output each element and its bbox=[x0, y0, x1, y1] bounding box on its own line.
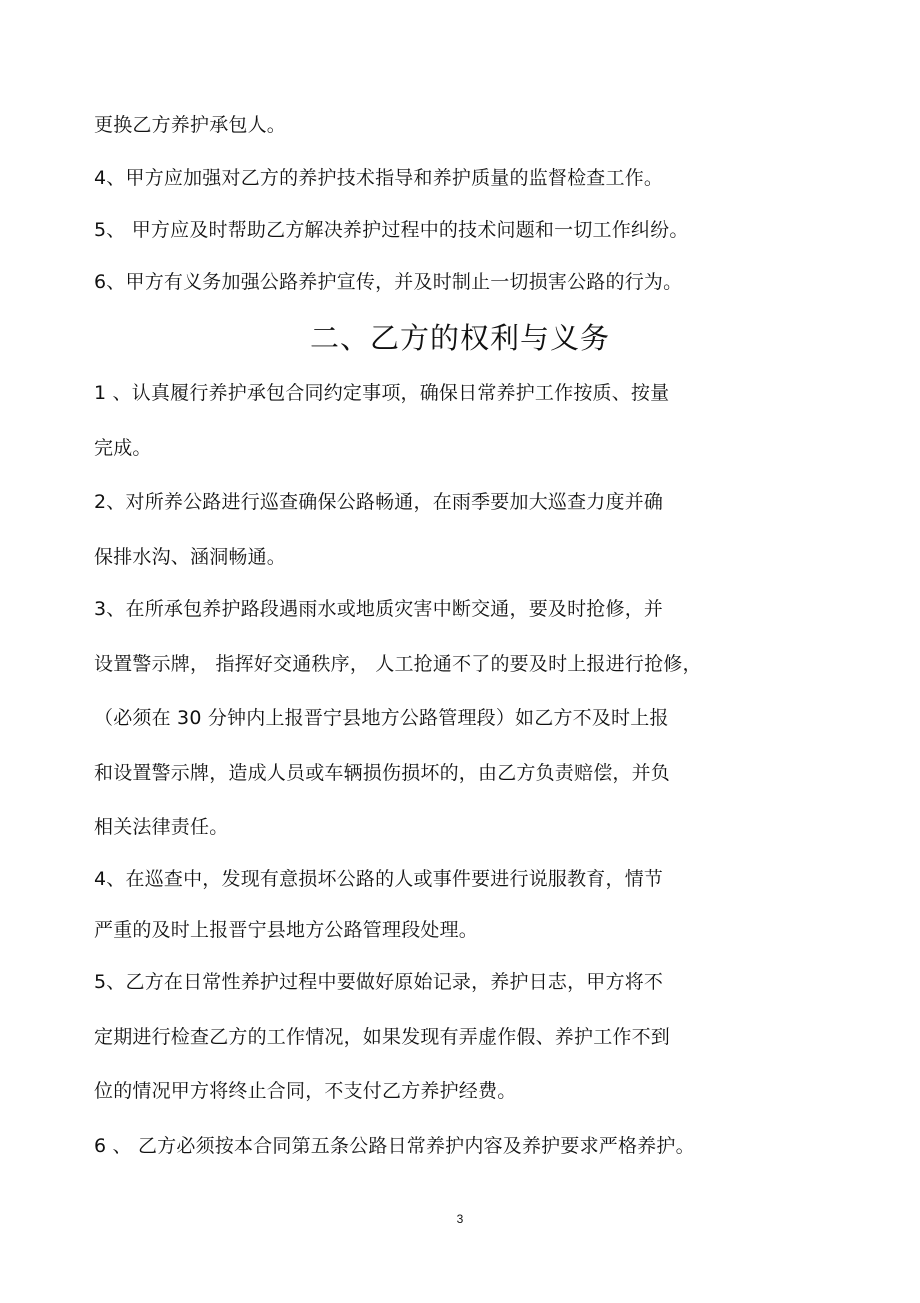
text-line-party-a-item-5: 5、 甲方应及时帮助乙方解决养护过程中的技术问题和一切工作纠纷。 bbox=[94, 219, 689, 241]
text-line-party-b-item-3-cont-2: （必须在 30 分钟内上报晋宁县地方公路管理段）如乙方不及时上报 bbox=[94, 707, 669, 729]
text-line-party-b-item-2-cont: 保排水沟、涵洞畅通。 bbox=[94, 546, 287, 568]
text-line-party-b-item-4: 4、在巡查中，发现有意损坏公路的人或事件要进行说服教育，情节 bbox=[94, 868, 664, 890]
text-line-party-b-item-4-cont: 严重的及时上报晋宁县地方公路管理段处理。 bbox=[94, 919, 479, 941]
text-line-party-b-item-3-cont-1: 设置警示牌， 指挥好交通秩序， 人工抢通不了的要及时上报进行抢修， bbox=[94, 653, 702, 675]
text-line-party-b-item-3-cont-3: 和设置警示牌，造成人员或车辆损伤损坏的，由乙方负责赔偿，并负 bbox=[94, 762, 671, 784]
text-line-party-b-item-2: 2、对所养公路进行巡查确保公路畅通，在雨季要加大巡查力度并确 bbox=[94, 491, 664, 513]
text-line-party-b-item-5-cont-1: 定期进行检查乙方的工作情况，如果发现有弄虚作假、养护工作不到 bbox=[94, 1026, 671, 1048]
text-line-party-b-item-6: 6 、 乙方必须按本合同第五条公路日常养护内容及养护要求严格养护。 bbox=[94, 1135, 695, 1157]
section-heading: 二、乙方的权利与义务 bbox=[309, 321, 610, 355]
page-number: 3 bbox=[456, 1212, 464, 1226]
text-line-party-b-item-5: 5、乙方在日常性养护过程中要做好原始记录，养护日志，甲方将不 bbox=[94, 971, 664, 993]
text-line-party-a-item-6: 6、甲方有义务加强公路养护宣传，并及时制止一切损害公路的行为。 bbox=[94, 271, 683, 293]
text-line-party-b-item-5-cont-2: 位的情况甲方将终止合同，不支付乙方养护经费。 bbox=[94, 1080, 517, 1102]
text-line-party-b-item-1: 1 、认真履行养护承包合同约定事项，确保日常养护工作按质、按量 bbox=[94, 382, 670, 404]
text-line-party-b-item-3-cont-4: 相关法律责任。 bbox=[94, 816, 229, 838]
text-line-party-a-item-4: 4、甲方应加强对乙方的养护技术指导和养护质量的监督检查工作。 bbox=[94, 167, 664, 189]
text-line-party-b-item-1-cont: 完成。 bbox=[94, 437, 152, 459]
text-line-party-b-item-3: 3、在所承包养护路段遇雨水或地质灾害中断交通，要及时抢修，并 bbox=[94, 598, 664, 620]
text-line-replace-contractor: 更换乙方养护承包人。 bbox=[94, 114, 287, 136]
